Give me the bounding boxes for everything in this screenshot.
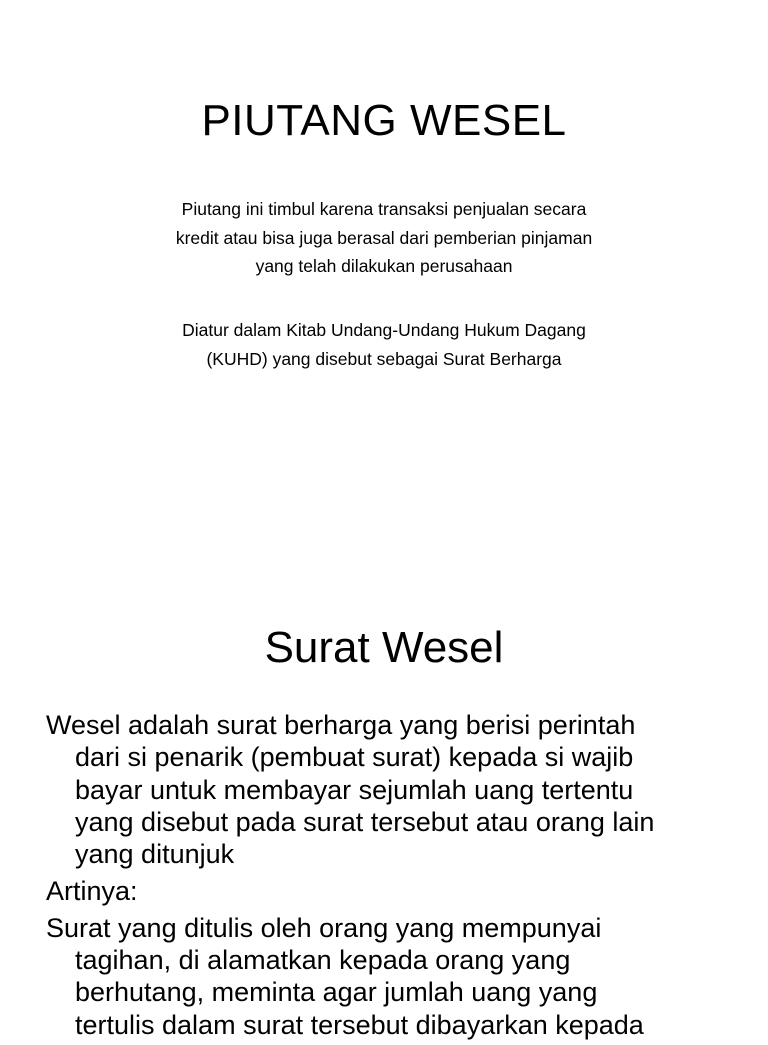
list-item — [46, 875, 746, 907]
text-line: Piutang ini timbul karena transaksi penjualan secara — [181, 199, 587, 219]
text-line: yang telah dilakukan perusahaan — [255, 256, 513, 276]
slide-title: Surat Wesel — [264, 623, 504, 672]
slide-surat-wesel — [0, 512, 768, 1040]
list-item — [46, 912, 746, 1041]
slide-title: PIUTANG WESEL — [201, 96, 567, 145]
paragraph-regulation — [0, 316, 768, 373]
text-line: yang ditunjuk — [75, 839, 235, 870]
text-line: Diatur dalam Kitab Undang-Undang Hukum Dagang — [182, 320, 586, 340]
text-line: Wesel adalah surat berharga yang berisi perintah — [46, 710, 636, 740]
text-line: dari si penarik (pembuat surat) kepada si wajib — [75, 742, 634, 773]
text-line: yang disebut pada surat tersebut atau orang lain — [75, 806, 655, 837]
text-line: Artinya: — [46, 875, 138, 906]
text-line: (KUHD) yang disebut sebagai Surat Berharga — [206, 348, 562, 369]
text-line: berhutang, meminta agar jumlah uang yang — [75, 977, 598, 1008]
text-line: tertulis dalam surat tersebut dibayarkan kepada — [75, 1009, 644, 1040]
slide-body — [46, 709, 746, 1045]
text-line: tagihan, di alamatkan kepada orang yang — [75, 945, 571, 976]
text-line: Surat yang ditulis oleh orang yang mempunyai — [46, 912, 602, 943]
list-item — [46, 709, 746, 870]
paragraph-definition — [0, 195, 768, 281]
text-line: kredit atau bisa juga berasal dari pemberian pinjaman — [175, 227, 593, 248]
slide-piutang-wesel — [0, 0, 768, 512]
text-line: bayar untuk membayar sejumlah uang tertentu — [75, 774, 634, 805]
